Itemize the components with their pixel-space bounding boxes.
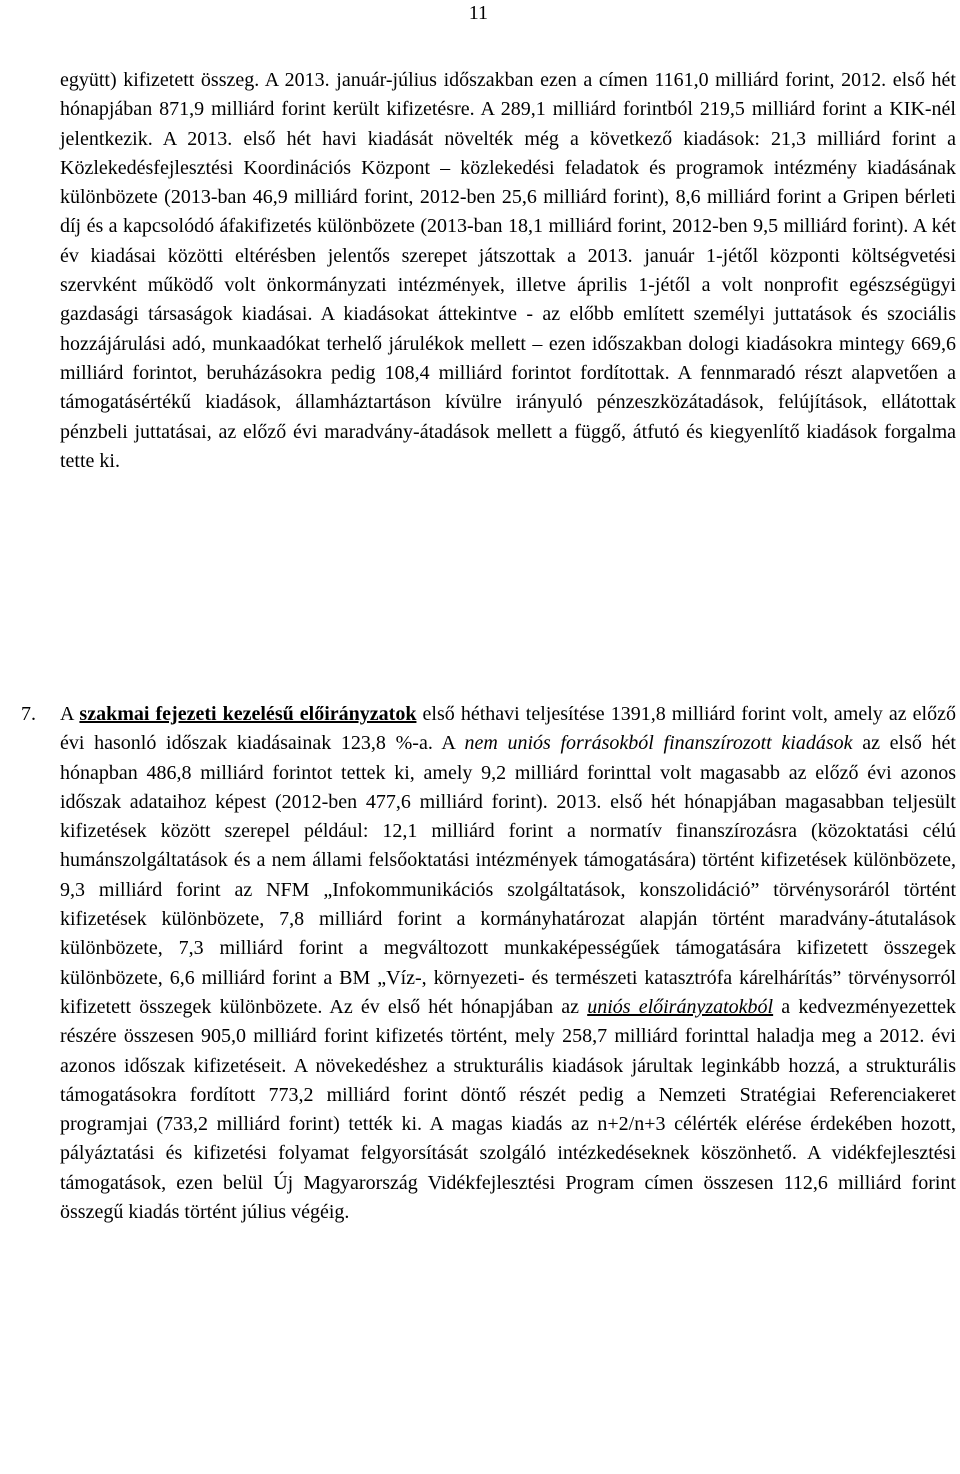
item-bold-term: szakmai fejezeti kezelésű előirányzatok <box>79 703 417 725</box>
item-text-2: első héthavi teljesítése 1391,8 milliárd forint volt, amely az előző évi hasonló időszak kiadásainak 123,8 %-a. A <box>60 703 956 755</box>
item-text-3: az első hét hónapban 486,8 milliárd forintot tettek ki, amely 9,2 milliárd forinttal volt magasabb az előző évi azonos időszak adataihoz képest (2012-ben 477,6 milliárd forint). 2013. első hét hónapjában magasabban teljesült kifizetések között szerepel például: 12,1 milliárd forint a normatív finanszírozásra (közoktatási célú humánszolgáltatások és a nem állami felsőoktatási intézmények támogatására) történt kifizetések különbözete, 9,3 milliárd forint az NFM „Infokommunikációs szolgáltatások, konszolidáció” törvénysoráról történt kifizetések különbözete, 7,8 milliárd forint a kormányhatározat alapján történt maradvány-átutalások különbözete, 7,3 milliárd forint a megváltozott munkaképességűek támogatására kifizetett összegek különbözete, 6,6 milliárd forint a BM „Víz-, környezeti- és természeti katasztrófa kárelhárítás” törvénysorról kifizetett összegek különbözete. Az év első hét hónapjában az <box>60 732 956 1018</box>
list-item-paragraph <box>60 700 956 1227</box>
page-number: 11 <box>468 2 488 24</box>
intro-paragraph: együtt) kifizetett összeg. A 2013. január-július időszakban ezen a címen 1161,0 milliárd forint, 2012. első hét hónapjában 871,9 milliárd forint került kifizetésre. A 289,1 milliárd forintból 219,5 milliárd forint a KIK-nél jelentkezik. A 2013. első hét havi kiadását növelték még a következő kiadások: 21,3 milliárd forint a Közlekedésfejlesztési Koordinációs Központ – közlekedési feladatok és programok intézmény kiadásának különbözete (2013-ban 46,9 milliárd forint, 2012-ben 25,6 milliárd forint), 8,6 milliárd forint a Gripen bérleti díj és a kapcsolódó áfakifizetés különbözete (2013-ban 18,1 milliárd forint, 2012-ben 9,5 milliárd forint). A két év kiadásai közötti eltérésben jelentős szerepet játszottak a 2013. január 1-jétől központi költségvetési szervként működő volt önkormányzati intézmények, illetve április 1-jétől a volt nonprofit egészségügyi gazdasági társaságok kiadásai. A kiadásokat áttekintve - az előbb említett személyi juttatások és szociális hozzájárulási adó, munkaadókat terhelő járulékok mellett – ezen időszakban dologi kiadásokra mintegy 669,6 milliárd forintot, beruházásokra pedig 108,4 milliárd forintot fordítottak. A fennmaradó részt alapvetően a támogatásértékű kiadások, államháztartáson kívülre irányuló pénzeszközátadások, felújítások, ellátottak pénzbeli juttatásai, az előző évi maradvány-átadások mellett a függő, átfutó és kiegyenlítő kiadások forgalma tette ki. <box>60 69 956 472</box>
item-italic-term: nem uniós forrásokból finanszírozott kiadások <box>464 732 853 755</box>
item-text-1: A <box>60 703 80 725</box>
list-item-number: 7. <box>21 703 36 725</box>
item-italic-term-2: uniós előirányzatokból <box>587 995 774 1018</box>
item-text-4: a kedvezményezettek részére összesen 905,0 milliárd forint kifizetés történt, mely 258,7 milliárd forinttal haladja meg a 2012. évi azonos időszak kifizetéseit. A növekedéshez a strukturális kiadások járultak leginkább hozzá, a strukturális támogatásokra fordított 773,2 milliárd forint döntő részét pedig a Nemzeti Stratégiai Referenciakeret programjai (733,2 milliárd forint) tették ki. A magas kiadás az n+2/n+3 célérték elérése érdekében hozott, pályáztatási és kifizetési folyamat felgyorsítását szolgáló intézkedéseknek köszönhető. A vidékfejlesztési támogatások, ezen belül Új Magyarország Vidékfejlesztési Program címen összesen 112,6 milliárd forint összegű kiadás történt július végéig. <box>60 995 957 1224</box>
